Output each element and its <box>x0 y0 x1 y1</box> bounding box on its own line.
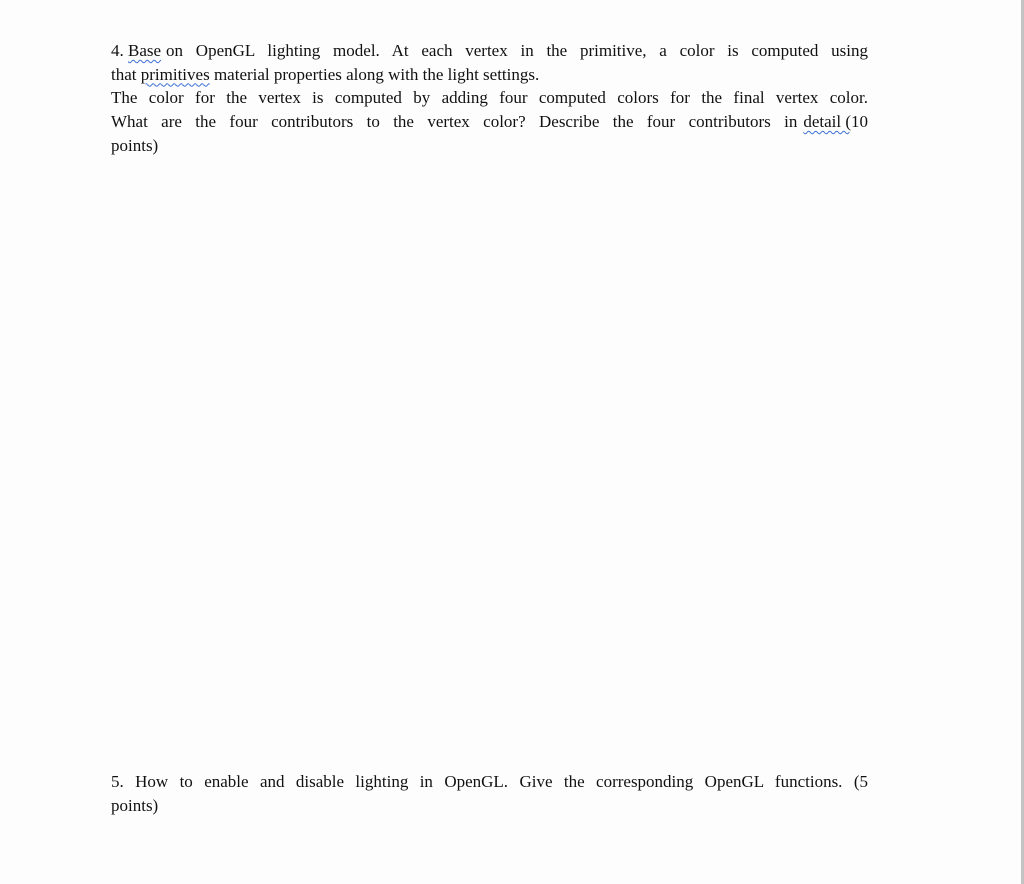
q4-line-1 <box>111 39 868 63</box>
q4-line-4-text: What are the four contributors to the vertex color? Describe the four contributors in <box>111 112 798 132</box>
spellcheck-word[interactable]: Base <box>128 41 162 60</box>
question-4 <box>111 39 868 158</box>
spellcheck-word[interactable]: primitives <box>140 64 210 84</box>
spellcheck-word[interactable]: detail ( <box>803 112 851 132</box>
q4-line-2-text: material properties along with the light settings. <box>213 64 540 84</box>
q4-line-2-start: that <box>111 64 137 84</box>
q5-line-2: points) <box>111 795 159 815</box>
q4-line-3: The color for the vertex is computed by adding four computed colors for the final vertex color. <box>111 88 868 108</box>
q4-points: 10 <box>851 112 868 132</box>
q5-line-1: 5. How to enable and disable lighting in OpenGL. Give the corresponding OpenGL functions. (5 <box>111 772 868 791</box>
q4-line-4 <box>111 110 868 134</box>
question-5 <box>111 770 868 817</box>
q4-number: 4. <box>111 41 124 60</box>
q4-line-5: points) <box>111 135 159 155</box>
q4-line-2 <box>111 63 868 87</box>
q4-line-1-text: on OpenGL lighting model. At each vertex in the primitive, a color is computed using <box>166 41 868 60</box>
